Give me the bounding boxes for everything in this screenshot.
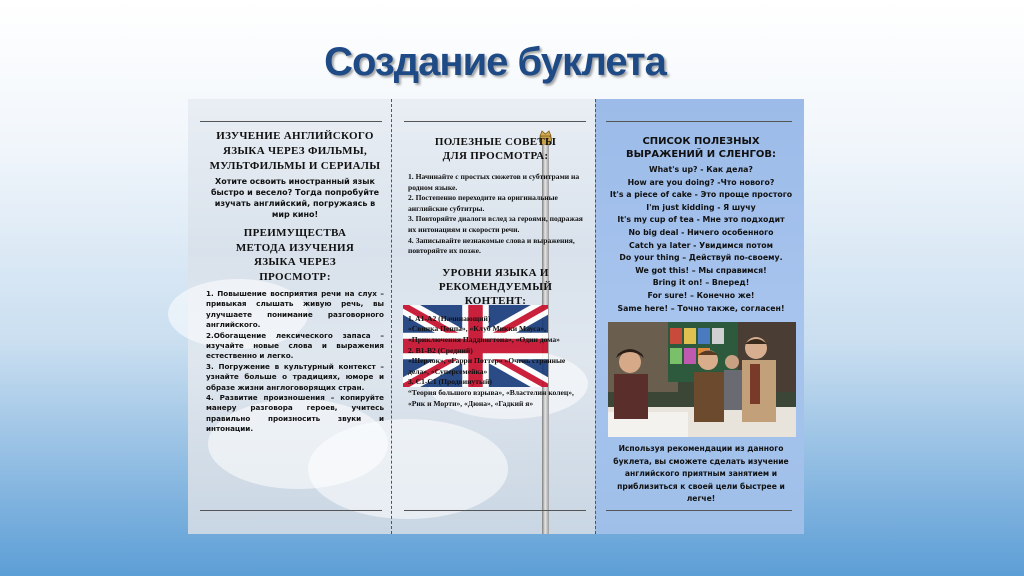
phrase-item: It's my cup of tea - Мне это подходит [617, 215, 785, 225]
divider [606, 121, 792, 122]
phrase-item: Do your thing – Действуй по-своему. [619, 253, 783, 263]
level-label: 2. B1-B2 (Средний) [408, 345, 473, 355]
level-label: 1. A1-A2 (Начинающий) [408, 313, 491, 323]
tv-show-photo [608, 322, 796, 437]
levels-heading: УРОВНИ ЯЗЫКА И РЕКОМЕНДУЕМЫЙ КОНТЕНТ: [438, 266, 553, 307]
tip-item: 2. Постепенно переходите на оригинальные английские субтитры. [408, 193, 558, 213]
phrase-item: It's a piece of cake - Это проще простого [609, 190, 793, 200]
phrase-item: No big deal - Ничего особенного [628, 227, 774, 237]
phrase-item: What's up? - Как дела? [649, 165, 753, 174]
booklet [188, 99, 804, 534]
phrase-item: How are you doing? -Что нового? [627, 177, 775, 187]
tips-heading: ПОЛЕЗНЫЕ СОВЕТЫ ДЛЯ ПРОСМОТРА: [434, 136, 557, 162]
tip-item: 4. Записывайте незнакомые слова и выражения, повторяйте их позже. [408, 235, 575, 256]
advantages-heading: ПРЕИМУЩЕСТВА МЕТОДА ИЗУЧЕНИЯ ЯЗЫКА ЧЕРЕЗ ПРОСМОТР: [235, 227, 355, 283]
panel-phrases [606, 135, 796, 315]
phrases-heading: СПИСОК ПОЛЕЗНЫХ ВЫРАЖЕНИЙ И СЛЕНГОВ: [626, 136, 776, 160]
level-content: «Шерлок», «Гарри Поттер» «Очень странные дела», «Суперсемейка» [408, 356, 566, 376]
phrase-item: Same here! – Точно также, согласен! [617, 303, 785, 313]
closing-text: Используя рекомендации из данного буклета, вы сможете сделать изучение английского приятным занятием и приблизиться к своей цели быстрее и легче! [613, 444, 789, 504]
phrase-item: I'm just kidding - Я шучу [646, 202, 756, 212]
level-content: «Свинка Пеппа», «Клуб Микки Мауса», «Приключения Паддингтона», «Один дома» [408, 324, 560, 344]
divider [200, 121, 382, 122]
level-label: 3. C1-C1 (Продвинутый) [408, 377, 492, 387]
phrase-item: Bring it on! – Вперед! [652, 278, 750, 288]
panel1-heading: ИЗУЧЕНИЕ АНГЛИЙСКОГО ЯЗЫКА ЧЕРЕЗ ФИЛЬМЫ, МУЛЬТФИЛЬМЫ И СЕРИАЛЫ [209, 130, 381, 172]
tip-item: 1. Начинайте с простых сюжетов и субтитрами на родном языке. [408, 172, 580, 192]
fold-line-2 [595, 99, 596, 534]
phrase-item: We got this! – Мы справимся! [635, 265, 767, 275]
panel-intro [206, 129, 384, 435]
phrase-item: For sure! – Конечно же! [647, 290, 755, 300]
advantage-item: 2.Обогащение лексического запаса – изучайте новые слова и выражения естественно и легко. [206, 330, 384, 361]
tip-item: 3. Повторяйте диалоги вслед за героями, подражая их интонациям и скорости речи. [408, 214, 583, 234]
divider [200, 510, 382, 511]
divider [606, 510, 792, 511]
advantage-item: 1. Повышение восприятия речи на слух – привыкая слышать живую речь, вы улучшаете понимание разговорного английского. [206, 289, 384, 330]
divider [404, 510, 586, 511]
advantage-item: 4. Развитие произношения – копируйте манеру разговора героев, учитесь правильно произносить звуки и интонации. [206, 393, 384, 434]
phrase-item: Catch ya later - Увидимся потом [629, 240, 773, 250]
slide-title: Создание буклета [324, 40, 666, 84]
divider [404, 121, 586, 122]
panel-tips [408, 135, 583, 409]
level-content: “Теория большого взрыва», «Властелин колец», «Рик и Морти», «Дюна», «Гадкий я» [408, 387, 574, 408]
panel1-intro: Хотите освоить иностранный язык быстро и весело? Тогда попробуйте изучать английский, погружаясь в мир кино! [210, 177, 380, 219]
advantage-item: 3. Погружение в культурный контекст – узнайте больше о традициях, юморе и образе жизни англоговорящих стран. [206, 361, 384, 392]
fold-line-1 [391, 99, 392, 534]
